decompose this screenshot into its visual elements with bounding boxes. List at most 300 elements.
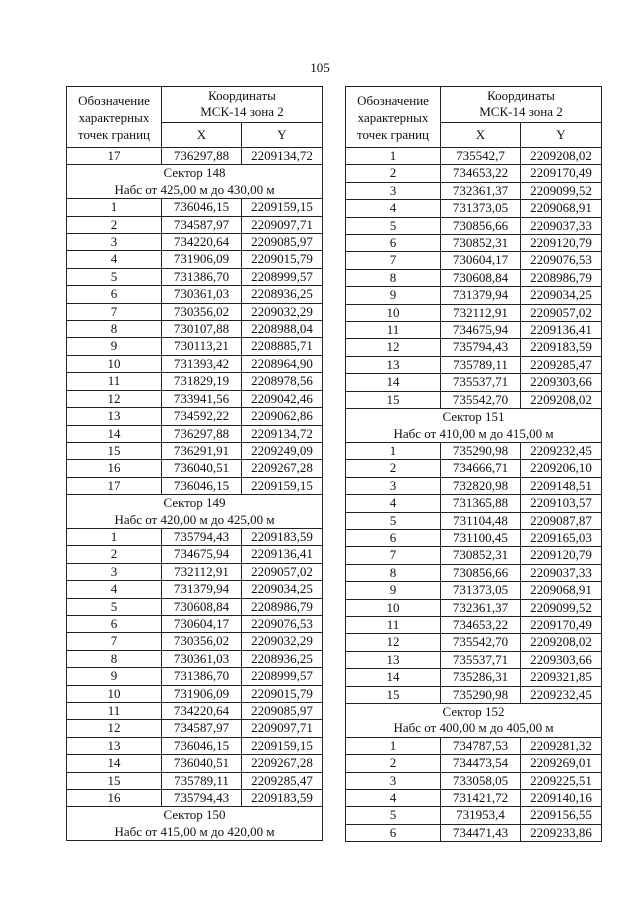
sector-range: Набс от 425,00 м до 430,00 м <box>67 182 323 199</box>
table-row <box>346 442 602 459</box>
table-row <box>346 304 602 321</box>
x-coordinate-cell: 736046,15 <box>162 199 242 216</box>
point-number-cell: 6 <box>346 235 441 252</box>
point-number-cell: 4 <box>346 200 441 217</box>
y-coordinate-cell: 2209165,03 <box>521 529 602 546</box>
point-number-cell: 9 <box>67 338 162 355</box>
table-row <box>346 460 602 477</box>
table-row <box>346 391 602 408</box>
y-coordinate-cell: 2209170,49 <box>521 616 602 633</box>
header-y: Y <box>521 122 602 147</box>
x-coordinate-cell: 733058,05 <box>441 772 521 789</box>
table-row <box>346 217 602 234</box>
sector-range: Набс от 410,00 м до 415,00 м <box>346 426 602 443</box>
point-number-cell: 10 <box>346 304 441 321</box>
header-coordinate-system: МСК-14 зона 2 <box>200 104 284 120</box>
x-coordinate-cell: 731104,48 <box>441 512 521 529</box>
point-number-cell: 12 <box>346 634 441 651</box>
point-number-cell: 9 <box>346 287 441 304</box>
y-coordinate-cell: 2209208,02 <box>521 391 602 408</box>
table-row <box>346 287 602 304</box>
y-coordinate-cell: 2209303,66 <box>521 374 602 391</box>
x-coordinate-cell: 730107,88 <box>162 321 242 338</box>
table-row <box>67 790 323 807</box>
x-coordinate-cell: 735542,7 <box>441 148 521 165</box>
y-coordinate-cell: 2209034,25 <box>521 287 602 304</box>
x-coordinate-cell: 734471,43 <box>441 824 521 841</box>
x-coordinate-cell: 731953,4 <box>441 807 521 824</box>
table-row <box>346 529 602 546</box>
table-row <box>346 322 602 339</box>
x-coordinate-cell: 730604,17 <box>441 252 521 269</box>
x-coordinate-cell: 731393,42 <box>162 355 242 372</box>
table-row <box>346 182 602 199</box>
sector-range-row <box>346 426 602 443</box>
y-coordinate-cell: 2209225,51 <box>521 772 602 789</box>
x-coordinate-cell: 730113,21 <box>162 338 242 355</box>
x-coordinate-cell: 730356,02 <box>162 633 242 650</box>
point-number-cell: 16 <box>67 460 162 477</box>
header-x: X <box>162 122 242 147</box>
y-coordinate-cell: 2209120,79 <box>521 235 602 252</box>
point-number-cell: 3 <box>346 772 441 789</box>
point-number-cell: 3 <box>67 563 162 580</box>
point-number-cell: 4 <box>346 790 441 807</box>
y-coordinate-cell: 2209269,01 <box>521 755 602 772</box>
y-coordinate-cell: 2209183,59 <box>242 528 323 545</box>
table-row <box>67 598 323 615</box>
point-number-cell: 1 <box>346 737 441 754</box>
y-coordinate-cell: 2209042,46 <box>242 390 323 407</box>
point-number-cell: 13 <box>67 408 162 425</box>
x-coordinate-cell: 731365,88 <box>441 495 521 512</box>
x-coordinate-cell: 734587,97 <box>162 216 242 233</box>
table-row <box>67 199 323 216</box>
y-coordinate-cell: 2209156,55 <box>521 807 602 824</box>
y-coordinate-cell: 2209183,59 <box>242 790 323 807</box>
point-number-cell: 1 <box>346 442 441 459</box>
header-coordinates <box>162 87 323 123</box>
x-coordinate-cell: 736046,15 <box>162 477 242 494</box>
y-coordinate-cell: 2209285,47 <box>242 772 323 789</box>
table-row <box>67 303 323 320</box>
table-row <box>67 234 323 251</box>
y-coordinate-cell: 2208978,56 <box>242 373 323 390</box>
sector-range-row <box>346 720 602 737</box>
point-number-cell: 7 <box>67 303 162 320</box>
table-row <box>67 703 323 720</box>
table-row <box>346 772 602 789</box>
point-number-cell: 16 <box>67 790 162 807</box>
x-coordinate-cell: 730356,02 <box>162 303 242 320</box>
y-coordinate-cell: 2209034,25 <box>242 581 323 598</box>
y-coordinate-cell: 2209136,41 <box>242 546 323 563</box>
point-number-cell: 4 <box>67 251 162 268</box>
sector-range: Набс от 415,00 м до 420,00 м <box>67 824 323 841</box>
x-coordinate-cell: 735290,98 <box>441 686 521 703</box>
y-coordinate-cell: 2209233,86 <box>521 824 602 841</box>
y-coordinate-cell: 2209085,97 <box>242 234 323 251</box>
table-row <box>67 148 323 165</box>
x-coordinate-cell: 734587,97 <box>162 720 242 737</box>
y-coordinate-cell: 2209099,52 <box>521 599 602 616</box>
point-number-cell: 8 <box>346 269 441 286</box>
y-coordinate-cell: 2209134,72 <box>242 425 323 442</box>
table-row <box>67 460 323 477</box>
point-number-cell: 11 <box>346 322 441 339</box>
header-designation <box>67 87 162 148</box>
point-number-cell: 6 <box>67 615 162 632</box>
x-coordinate-cell: 731386,70 <box>162 668 242 685</box>
table-row <box>67 390 323 407</box>
table-row <box>67 338 323 355</box>
y-coordinate-cell: 2209267,28 <box>242 755 323 772</box>
header-designation-line: характерных <box>78 109 150 125</box>
x-coordinate-cell: 730608,84 <box>162 598 242 615</box>
y-coordinate-cell: 2209037,33 <box>521 564 602 581</box>
point-number-cell: 2 <box>346 460 441 477</box>
point-number-cell: 6 <box>346 529 441 546</box>
x-coordinate-cell: 735789,11 <box>162 772 242 789</box>
coordinates-table-right <box>345 86 602 842</box>
x-coordinate-cell: 734220,64 <box>162 234 242 251</box>
table-row <box>346 235 602 252</box>
point-number-cell: 7 <box>67 633 162 650</box>
table-row <box>346 824 602 841</box>
sector-range-row <box>67 824 323 841</box>
y-coordinate-cell: 2209321,85 <box>521 669 602 686</box>
header-y: Y <box>242 122 323 147</box>
table-row <box>67 615 323 632</box>
point-number-cell: 9 <box>67 668 162 685</box>
point-number-cell: 3 <box>67 234 162 251</box>
table-row <box>67 286 323 303</box>
x-coordinate-cell: 733941,56 <box>162 390 242 407</box>
x-coordinate-cell: 731100,45 <box>441 529 521 546</box>
sector-title: Сектор 148 <box>67 165 323 182</box>
x-coordinate-cell: 735794,43 <box>162 528 242 545</box>
x-coordinate-cell: 731906,09 <box>162 251 242 268</box>
point-number-cell: 2 <box>346 755 441 772</box>
table-row <box>346 477 602 494</box>
x-coordinate-cell: 731373,05 <box>441 582 521 599</box>
point-number-cell: 5 <box>346 217 441 234</box>
point-number-cell: 14 <box>346 669 441 686</box>
table-row <box>67 528 323 545</box>
point-number-cell: 15 <box>67 442 162 459</box>
table-row <box>67 546 323 563</box>
x-coordinate-cell: 734653,22 <box>441 165 521 182</box>
header-coordinates-title: Координаты <box>487 88 555 104</box>
x-coordinate-cell: 731379,94 <box>441 287 521 304</box>
sector-range-row <box>67 182 323 199</box>
point-number-cell: 6 <box>67 286 162 303</box>
header-designation-line: точек границ <box>77 126 151 142</box>
point-number-cell: 1 <box>67 199 162 216</box>
y-coordinate-cell: 2209170,49 <box>521 165 602 182</box>
table-row <box>67 581 323 598</box>
y-coordinate-cell: 2209140,16 <box>521 790 602 807</box>
y-coordinate-cell: 2209062,86 <box>242 408 323 425</box>
y-coordinate-cell: 2209148,51 <box>521 477 602 494</box>
y-coordinate-cell: 2209032,29 <box>242 633 323 650</box>
y-coordinate-cell: 2209303,66 <box>521 651 602 668</box>
point-number-cell: 5 <box>346 512 441 529</box>
x-coordinate-cell: 736297,88 <box>162 425 242 442</box>
y-coordinate-cell: 2209206,10 <box>521 460 602 477</box>
point-number-cell: 15 <box>346 391 441 408</box>
x-coordinate-cell: 730856,66 <box>441 217 521 234</box>
sector-range: Набс от 420,00 м до 425,00 м <box>67 512 323 529</box>
header-designation-line: точек границ <box>356 126 430 142</box>
x-coordinate-cell: 730608,84 <box>441 269 521 286</box>
header-coordinates-title: Координаты <box>208 88 276 104</box>
y-coordinate-cell: 2209099,52 <box>521 182 602 199</box>
x-coordinate-cell: 730604,17 <box>162 615 242 632</box>
sector-title: Сектор 150 <box>67 807 323 824</box>
point-number-cell: 10 <box>67 355 162 372</box>
point-number-cell: 14 <box>346 374 441 391</box>
table-row <box>346 200 602 217</box>
point-number-cell: 1 <box>346 148 441 165</box>
table-row <box>67 425 323 442</box>
point-number-cell: 5 <box>67 268 162 285</box>
sector-title: Сектор 149 <box>67 495 323 512</box>
x-coordinate-cell: 732112,91 <box>441 304 521 321</box>
x-coordinate-cell: 731829,19 <box>162 373 242 390</box>
table-row <box>67 373 323 390</box>
x-coordinate-cell: 735286,31 <box>441 669 521 686</box>
point-number-cell: 3 <box>346 182 441 199</box>
y-coordinate-cell: 2209208,02 <box>521 634 602 651</box>
table-row <box>346 356 602 373</box>
x-coordinate-cell: 730852,31 <box>441 547 521 564</box>
x-coordinate-cell: 735537,71 <box>441 374 521 391</box>
point-number-cell: 7 <box>346 547 441 564</box>
y-coordinate-cell: 2209281,32 <box>521 737 602 754</box>
table-row <box>67 668 323 685</box>
x-coordinate-cell: 736297,88 <box>162 148 242 165</box>
x-coordinate-cell: 736291,91 <box>162 442 242 459</box>
table-row <box>346 737 602 754</box>
y-coordinate-cell: 2208936,25 <box>242 286 323 303</box>
table-row <box>346 252 602 269</box>
point-number-cell: 12 <box>67 720 162 737</box>
table-row <box>67 442 323 459</box>
table-row <box>67 563 323 580</box>
point-number-cell: 12 <box>346 339 441 356</box>
table-row <box>346 755 602 772</box>
table-row <box>346 165 602 182</box>
y-coordinate-cell: 2208964,90 <box>242 355 323 372</box>
sector-range-row <box>67 512 323 529</box>
x-coordinate-cell: 735794,43 <box>441 339 521 356</box>
point-number-cell: 8 <box>346 564 441 581</box>
point-number-cell: 17 <box>67 477 162 494</box>
page-number: 105 <box>310 60 330 75</box>
table-row <box>67 772 323 789</box>
table-row <box>346 686 602 703</box>
x-coordinate-cell: 734473,54 <box>441 755 521 772</box>
point-number-cell: 2 <box>67 546 162 563</box>
y-coordinate-cell: 2208986,79 <box>242 598 323 615</box>
point-number-cell: 11 <box>67 703 162 720</box>
y-coordinate-cell: 2209076,53 <box>242 615 323 632</box>
y-coordinate-cell: 2209183,59 <box>521 339 602 356</box>
x-coordinate-cell: 734675,94 <box>162 546 242 563</box>
y-coordinate-cell: 2209015,79 <box>242 685 323 702</box>
y-coordinate-cell: 2209085,97 <box>242 703 323 720</box>
x-coordinate-cell: 735789,11 <box>441 356 521 373</box>
table-row <box>67 355 323 372</box>
table-row <box>346 651 602 668</box>
y-coordinate-cell: 2209232,45 <box>521 442 602 459</box>
point-number-cell: 8 <box>67 650 162 667</box>
y-coordinate-cell: 2209032,29 <box>242 303 323 320</box>
table-row <box>67 251 323 268</box>
point-number-cell: 2 <box>346 165 441 182</box>
point-number-cell: 9 <box>346 582 441 599</box>
point-number-cell: 10 <box>67 685 162 702</box>
table-row <box>67 321 323 338</box>
point-number-cell: 5 <box>67 598 162 615</box>
sector-header-row <box>67 495 323 512</box>
x-coordinate-cell: 731421,72 <box>441 790 521 807</box>
x-coordinate-cell: 735290,98 <box>441 442 521 459</box>
table-body-left <box>67 148 323 841</box>
y-coordinate-cell: 2209068,91 <box>521 200 602 217</box>
x-coordinate-cell: 736040,51 <box>162 755 242 772</box>
y-coordinate-cell: 2208988,04 <box>242 321 323 338</box>
y-coordinate-cell: 2209159,15 <box>242 737 323 754</box>
x-coordinate-cell: 732820,98 <box>441 477 521 494</box>
header-designation-line: Обозначение <box>357 92 429 108</box>
table-row <box>67 268 323 285</box>
point-number-cell: 4 <box>346 495 441 512</box>
y-coordinate-cell: 2209057,02 <box>521 304 602 321</box>
table-row <box>346 634 602 651</box>
y-coordinate-cell: 2208999,57 <box>242 668 323 685</box>
point-number-cell: 3 <box>346 477 441 494</box>
x-coordinate-cell: 735542,70 <box>441 634 521 651</box>
y-coordinate-cell: 2209097,71 <box>242 720 323 737</box>
point-number-cell: 8 <box>67 321 162 338</box>
table-row <box>346 512 602 529</box>
y-coordinate-cell: 2209134,72 <box>242 148 323 165</box>
point-number-cell: 17 <box>67 148 162 165</box>
x-coordinate-cell: 732112,91 <box>162 563 242 580</box>
point-number-cell: 2 <box>67 216 162 233</box>
point-number-cell: 1 <box>67 528 162 545</box>
x-coordinate-cell: 734675,94 <box>441 322 521 339</box>
point-number-cell: 5 <box>346 807 441 824</box>
y-coordinate-cell: 2209037,33 <box>521 217 602 234</box>
y-coordinate-cell: 2209097,71 <box>242 216 323 233</box>
point-number-cell: 7 <box>346 252 441 269</box>
y-coordinate-cell: 2209076,53 <box>521 252 602 269</box>
header-x: X <box>441 122 521 147</box>
header-designation-line: характерных <box>357 109 429 125</box>
table-row <box>346 564 602 581</box>
point-number-cell: 15 <box>346 686 441 703</box>
x-coordinate-cell: 735537,71 <box>441 651 521 668</box>
header-designation <box>346 87 441 148</box>
table-body-right <box>346 148 602 842</box>
y-coordinate-cell: 2209120,79 <box>521 547 602 564</box>
y-coordinate-cell: 2208999,57 <box>242 268 323 285</box>
coordinates-table-left <box>66 86 323 841</box>
x-coordinate-cell: 734220,64 <box>162 703 242 720</box>
table-row <box>346 547 602 564</box>
table-row <box>346 582 602 599</box>
y-coordinate-cell: 2209068,91 <box>521 582 602 599</box>
x-coordinate-cell: 734592,22 <box>162 408 242 425</box>
table-row <box>67 737 323 754</box>
x-coordinate-cell: 732361,37 <box>441 599 521 616</box>
table-row <box>67 216 323 233</box>
table-row <box>346 616 602 633</box>
x-coordinate-cell: 734653,22 <box>441 616 521 633</box>
table-row <box>67 408 323 425</box>
table-row <box>67 755 323 772</box>
y-coordinate-cell: 2209103,57 <box>521 495 602 512</box>
table-row <box>346 807 602 824</box>
x-coordinate-cell: 730852,31 <box>441 235 521 252</box>
header-designation-line: Обозначение <box>78 92 150 108</box>
table-row <box>67 650 323 667</box>
sector-header-row <box>67 807 323 824</box>
table-row <box>346 495 602 512</box>
point-number-cell: 15 <box>67 772 162 789</box>
table-row <box>67 720 323 737</box>
y-coordinate-cell: 2209136,41 <box>521 322 602 339</box>
y-coordinate-cell: 2208885,71 <box>242 338 323 355</box>
y-coordinate-cell: 2209159,15 <box>242 477 323 494</box>
table-row <box>346 339 602 356</box>
point-number-cell: 13 <box>346 651 441 668</box>
table-row <box>346 374 602 391</box>
x-coordinate-cell: 731386,70 <box>162 268 242 285</box>
y-coordinate-cell: 2209249,09 <box>242 442 323 459</box>
x-coordinate-cell: 730361,03 <box>162 650 242 667</box>
point-number-cell: 11 <box>67 373 162 390</box>
x-coordinate-cell: 734666,71 <box>441 460 521 477</box>
y-coordinate-cell: 2209015,79 <box>242 251 323 268</box>
x-coordinate-cell: 731379,94 <box>162 581 242 598</box>
x-coordinate-cell: 730856,66 <box>441 564 521 581</box>
sector-range: Набс от 400,00 м до 405,00 м <box>346 720 602 737</box>
table-row <box>67 633 323 650</box>
sector-header-row <box>346 409 602 426</box>
table-row <box>346 599 602 616</box>
y-coordinate-cell: 2209159,15 <box>242 199 323 216</box>
table-row <box>346 148 602 165</box>
sector-header-row <box>346 704 602 721</box>
table-row <box>67 685 323 702</box>
y-coordinate-cell: 2209057,02 <box>242 563 323 580</box>
x-coordinate-cell: 735542,70 <box>441 391 521 408</box>
x-coordinate-cell: 731906,09 <box>162 685 242 702</box>
x-coordinate-cell: 730361,03 <box>162 286 242 303</box>
table-row <box>346 269 602 286</box>
point-number-cell: 4 <box>67 581 162 598</box>
x-coordinate-cell: 731373,05 <box>441 200 521 217</box>
point-number-cell: 14 <box>67 425 162 442</box>
y-coordinate-cell: 2209285,47 <box>521 356 602 373</box>
point-number-cell: 12 <box>67 390 162 407</box>
y-coordinate-cell: 2209087,87 <box>521 512 602 529</box>
header-coordinate-system: МСК-14 зона 2 <box>479 104 563 120</box>
